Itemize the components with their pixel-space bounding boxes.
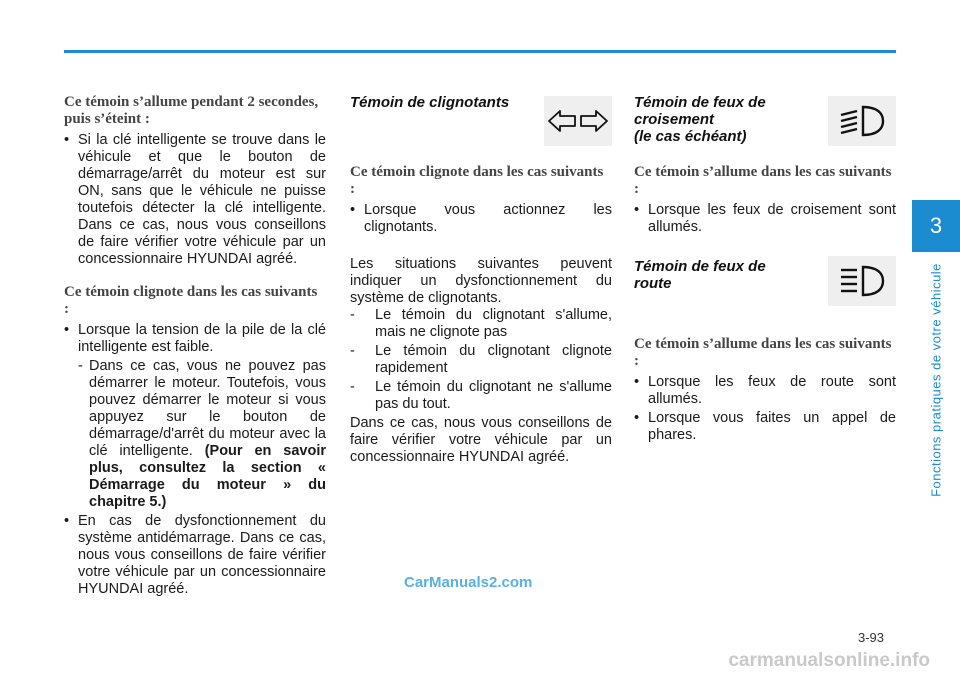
low-beam-icon <box>828 96 896 146</box>
high-beam-icon <box>828 256 896 306</box>
bullet-signals-on: • Lorsque vous actionnez les clignotants. <box>350 202 612 236</box>
para-check-dealer: Dans ce cas, nous vous conseillons de faire vérifier votre véhicule par un concessionnaire HYUNDAI agréé. <box>350 415 612 465</box>
top-rule <box>64 50 896 53</box>
footer-text: carmanualsonline.info <box>728 650 930 671</box>
title-turn-signal: Témoin de clignotants <box>350 94 510 111</box>
dash-no-blink: - Le témoin du clignotant s'allume, mais ne clignote pas <box>350 307 612 340</box>
dash-fast-blink: - Le témoin du clignotant clignote rapidement <box>350 343 612 376</box>
footer <box>0 648 960 676</box>
bullet-flash: • Lorsque vous faites un appel de phares. <box>634 410 896 444</box>
heading-lights-2s: Ce témoin s’allume pendant 2 secondes, puis s’éteint : <box>64 94 319 127</box>
dash-cannot-start: - Dans ce cas, vous ne pouvez pas démarrer le moteur. Toutefois, vous pouvez démarrer le moteur si vous appuyez sur le bouton de démarrage/d'arrêt du moteur avec la clé intelligente. (Pour en savoir plus, consultez la section « Démarrage du moteur » du chapitre 5.) <box>78 358 327 510</box>
bullet-key-inside: • Si la clé intelligente se trouve dans le véhicule et que le bouton de démarrage/arrêt du moteur est sur ON, sans que le véhicule ne puisse toutefois détecter la clé intelligente. Dans ce cas, nous vous conseillons de faire vérifier votre véhicule par un concessionnaire HYUNDAI agréé. <box>64 132 326 268</box>
para-malfunction: Les situations suivantes peuvent indiquer un dysfonctionnement du système de clignotants. <box>350 256 612 306</box>
heading-high-beam-on: Ce témoin s’allume dans les cas suivants : <box>634 336 892 369</box>
heading-low-beam-on: Ce témoin s’allume dans les cas suivants : <box>634 164 892 197</box>
chapter-tab: 3 <box>912 200 960 252</box>
page-number: 3-93 <box>858 630 885 645</box>
title-low-beam: Témoin de feux de croisement (le cas échéant) <box>634 94 766 145</box>
bullet-high-beam: • Lorsque les feux de route sont allumés. <box>634 374 896 408</box>
bullet-low-battery: • Lorsque la tension de la pile de la clé intelligente est faible. <box>64 322 326 356</box>
column-2 <box>350 94 612 466</box>
column-1 <box>64 94 326 600</box>
heading-turn-blinks: Ce témoin clignote dans les cas suivants : <box>350 164 604 197</box>
heading-blinks: Ce témoin clignote dans les cas suivants : <box>64 284 318 317</box>
column-3 <box>634 94 896 446</box>
turn-signal-arrows-icon <box>544 96 612 146</box>
bullet-low-beam: • Lorsque les feux de croisement sont allumés. <box>634 202 896 236</box>
bullet-immobilizer: • En cas de dysfonctionnement du système antidémarrage. Dans ce cas, nous vous conseillons de faire vérifier votre véhicule par un concessionnaire HYUNDAI agréé. <box>64 513 326 598</box>
watermark: CarManuals2.com <box>404 574 533 591</box>
dash-no-light: - Le témoin du clignotant ne s'allume pas du tout. <box>350 379 612 412</box>
title-high-beam: Témoin de feux de route <box>634 258 766 292</box>
